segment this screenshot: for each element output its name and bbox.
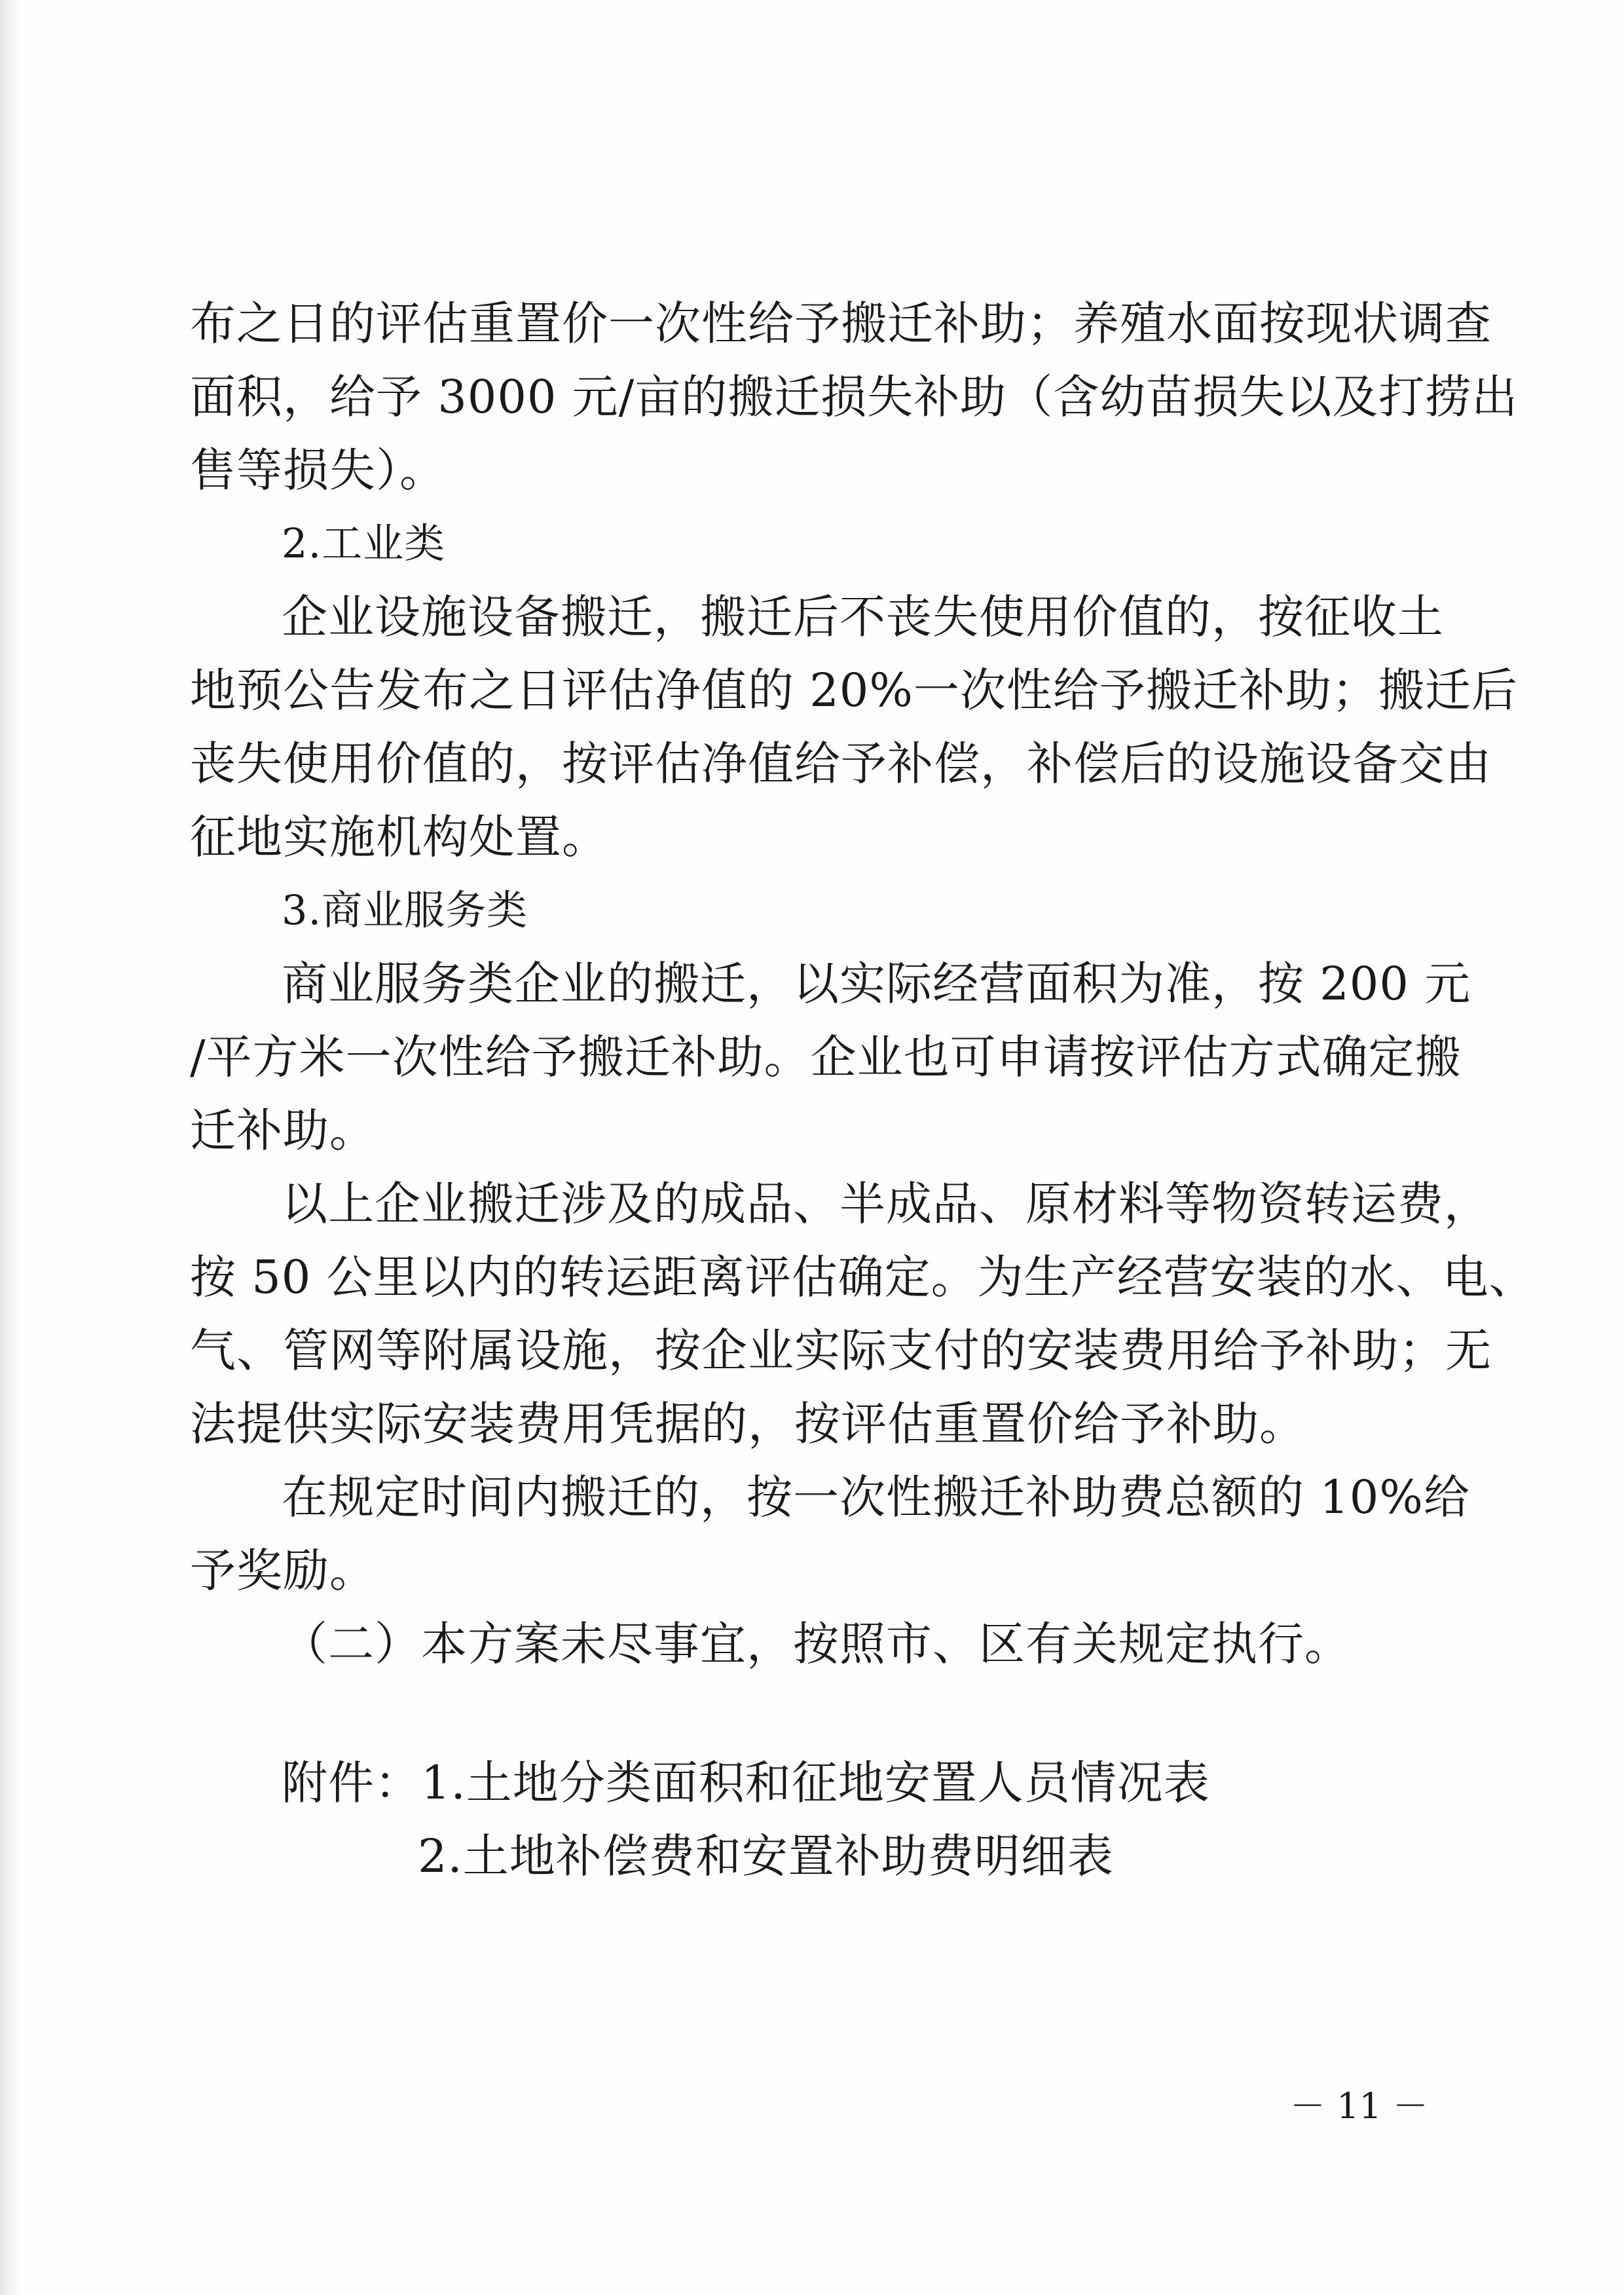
paragraph-line: 气、管网等附属设施，按企业实际支付的安装费用给予补助；无 — [190, 1324, 1492, 1377]
scan-edge-shadow — [0, 0, 20, 2295]
page-number: － 11 － — [1290, 2085, 1429, 2127]
paragraph-line: 商业服务类企业的搬迁，以实际经营面积为准，按 200 元 — [282, 957, 1471, 1011]
paragraph-line: 按 50 公里以内的转运距离评估确定。为生产经营安装的水、电、 — [190, 1250, 1536, 1304]
section-heading-industrial: 2.工业类 — [282, 519, 446, 567]
paragraph-line: 面积，给予 3000 元/亩的搬迁损失补助（含幼苗损失以及打捞出 — [190, 370, 1519, 424]
paragraph-line: 法提供实际安装费用凭据的，按评估重置价给予补助。 — [190, 1397, 1306, 1451]
paragraph-line: （二）本方案未尽事宜，按照市、区有关规定执行。 — [282, 1617, 1351, 1671]
paragraph-line: 以上企业搬迁涉及的成品、半成品、原材料等物资转运费， — [282, 1177, 1490, 1231]
paragraph-line: 予奖励。 — [190, 1544, 376, 1597]
paragraph-line: 在规定时间内搬迁的，按一次性搬迁补助费总额的 10%给 — [282, 1470, 1470, 1524]
document-body — [190, 287, 1536, 1893]
paragraph-line: /平方米一次性给予搬迁补助。企业也可申请按评估方式确定搬 — [190, 1030, 1462, 1084]
paragraph-line: 售等损失）。 — [190, 443, 446, 497]
attachment-item-2: 2.土地补偿费和安置补助费明细表 — [418, 1829, 1114, 1883]
attachment-item-1: 附件：1.土地分类面积和征地安置人员情况表 — [282, 1756, 1210, 1810]
paragraph-line: 企业设施设备搬迁，搬迁后不丧失使用价值的，按征收土 — [282, 590, 1444, 644]
paragraph-line: 布之日的评估重置价一次性给予搬迁补助；养殖水面按现状调查 — [190, 297, 1492, 350]
section-heading-commercial: 3.商业服务类 — [282, 886, 528, 934]
paragraph-line: 迁补助。 — [190, 1104, 376, 1157]
paragraph-line: 丧失使用价值的，按评估净值给予补偿，补偿后的设施设备交由 — [190, 737, 1492, 791]
paragraph-line: 征地实施机构处置。 — [190, 810, 608, 864]
paragraph-line: 地预公告发布之日评估净值的 20%一次性给予搬迁补助；搬迁后 — [190, 663, 1518, 717]
